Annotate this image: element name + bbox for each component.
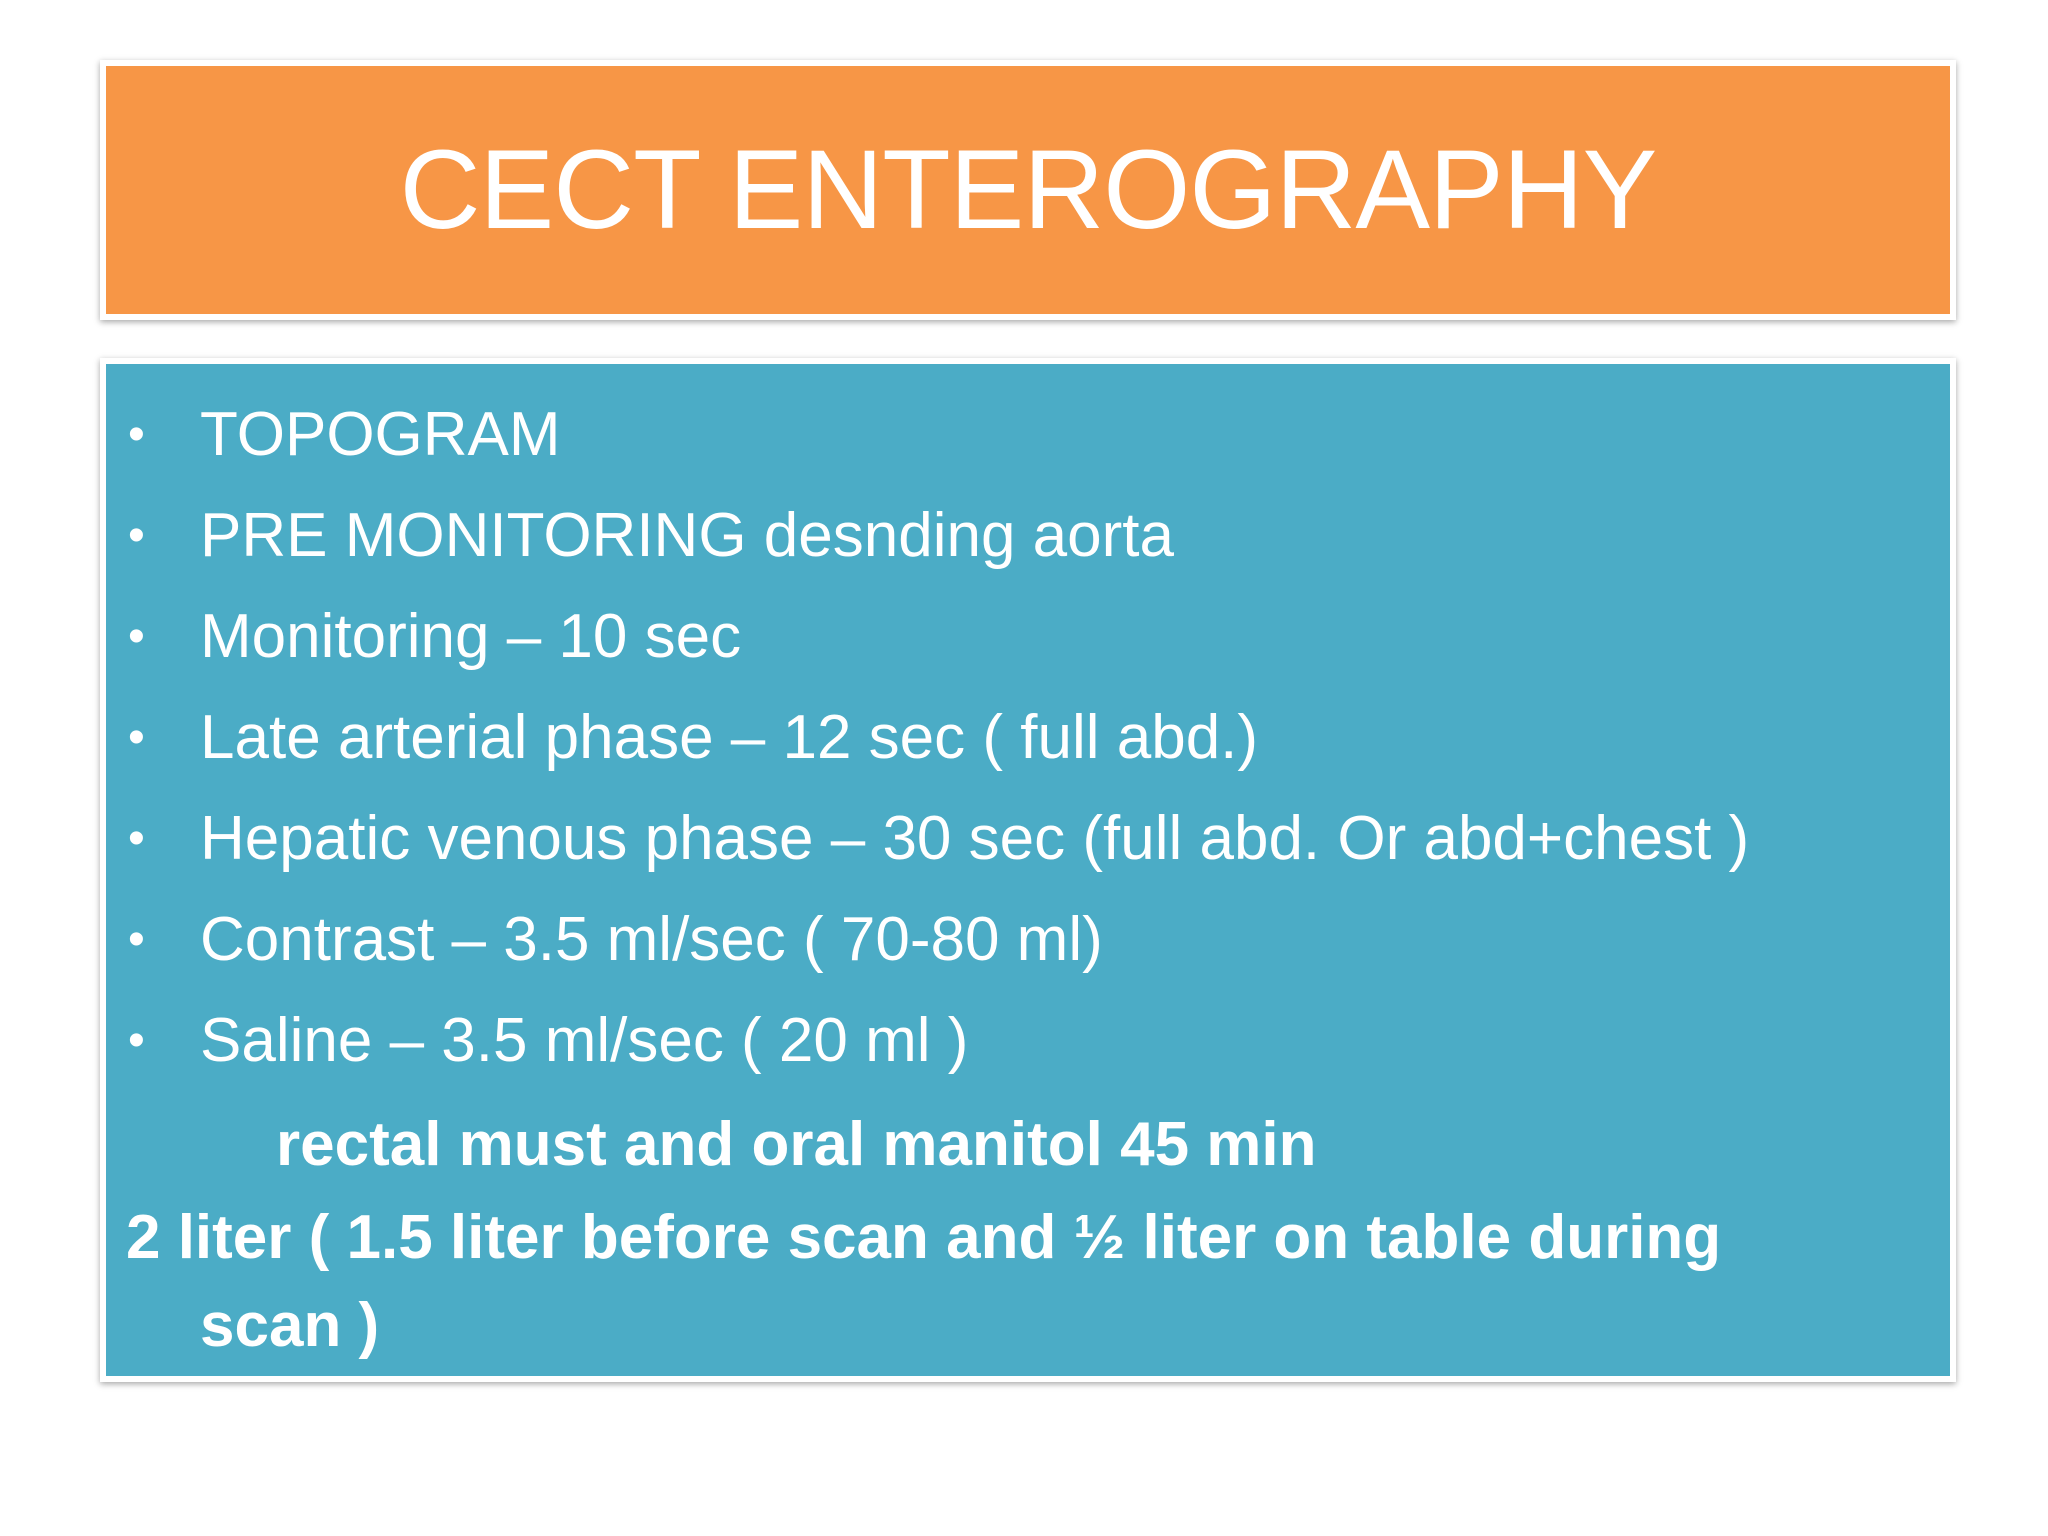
- bullet-text: Saline – 3.5 ml/sec ( 20 ml ): [200, 1006, 969, 1075]
- volume-note-line-2: scan ): [200, 1291, 380, 1360]
- bullet-icon: •: [128, 1014, 145, 1067]
- bullet-icon: •: [128, 408, 145, 461]
- bullet-icon: •: [128, 610, 145, 663]
- bullet-icon: •: [128, 913, 145, 966]
- bullet-icon: •: [128, 711, 145, 764]
- manitol-note: rectal must and oral manitol 45 min: [276, 1110, 1317, 1179]
- content-panel: [100, 358, 1956, 1382]
- title-panel: [100, 60, 1956, 320]
- bullet-item: [106, 788, 1950, 889]
- bullet-item: [106, 586, 1950, 687]
- bullet-list: [106, 384, 1950, 1091]
- bullet-text: Monitoring – 10 sec: [200, 602, 742, 671]
- bullet-text: TOPOGRAM: [200, 400, 561, 469]
- volume-note: [126, 1194, 1886, 1370]
- bullet-text: Contrast – 3.5 ml/sec ( 70-80 ml): [200, 905, 1103, 974]
- bullet-item: [106, 889, 1950, 990]
- bullet-item: [106, 384, 1950, 485]
- bullet-item: [106, 687, 1950, 788]
- slide-title: CECT ENTEROGRAPHY: [399, 127, 1657, 252]
- bullet-icon: •: [128, 812, 145, 865]
- bullet-item: [106, 990, 1950, 1091]
- bullet-icon: •: [128, 509, 145, 562]
- bullet-text: Late arterial phase – 12 sec ( full abd.): [200, 703, 1259, 772]
- bullet-text: Hepatic venous phase – 30 sec (full abd. Or abd+chest ): [200, 804, 1750, 873]
- bullet-text: PRE MONITORING desnding aorta: [200, 501, 1174, 570]
- bullet-item: [106, 485, 1950, 586]
- volume-note-line-1: 2 liter ( 1.5 liter before scan and ½ liter on table during: [126, 1203, 1722, 1272]
